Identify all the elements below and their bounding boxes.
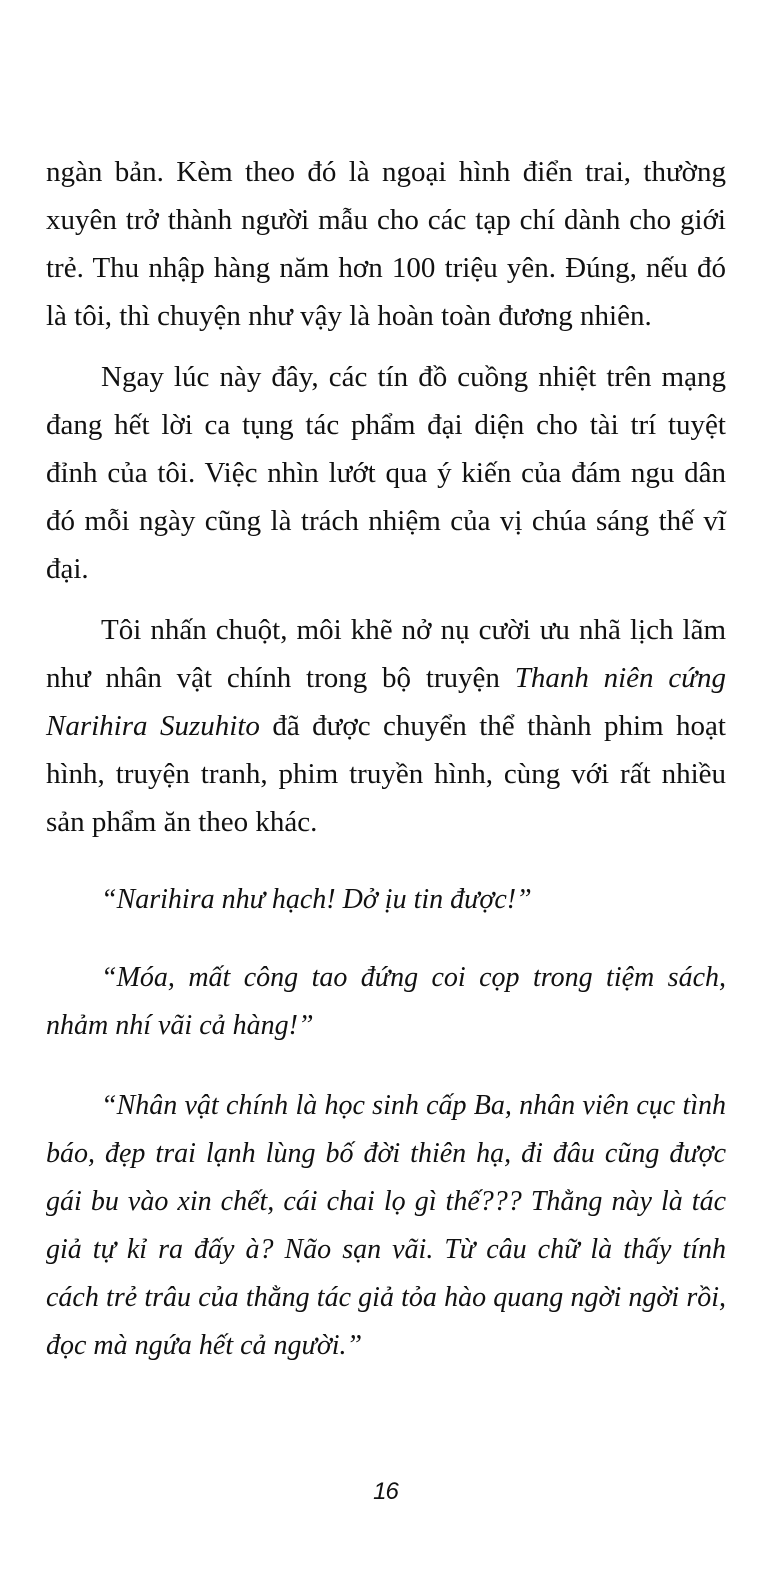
quote-1: “Narihira như hạch! Dở ịu tin được!” (101, 884, 532, 915)
paragraph-2: Ngay lúc này đây, các tín đồ cuồng nhiệt trên mạng đang hết lời ca tụng tác phẩm đại diện cho tài trí tuyệt đỉnh của tôi. Việc nhìn lướt qua ý kiến của đám ngu dân đó mỗi ngày cũng là trách nhiệm của vị chúa sáng thế vĩ đại. (46, 361, 726, 585)
paragraph-3-before: Tôi nhấn chuột, môi khẽ nở nụ cười ưu nhã lịch lãm như nhân vật chính trong bộ truyện (46, 614, 726, 694)
quote-2: “Móa, mất công tao đứng coi cọp trong tiệm sách, nhảm nhí vãi cả hàng!” (46, 962, 726, 1041)
page-number: 16 (373, 1478, 398, 1505)
quote-3: “Nhân vật chính là học sinh cấp Ba, nhân viên cục tình báo, đẹp trai lạnh lùng bố đời thiên hạ, đi đâu cũng được gái bu vào xin chết, cái chai lọ gì thế??? Thằng này là tác giả tự kỉ ra đấy à? Não sạn vãi. Từ câu chữ là thấy tính cách trẻ trâu của thằng tác giả tỏa hào quang ngời ngời rồi, đọc mà ngứa hết cả người.” (46, 1090, 726, 1361)
paragraph-3 (46, 606, 726, 846)
page-body (46, 148, 726, 1370)
paragraph-3-after: đã được chuyển thể thành phim hoạt hình, truyện tranh, phim truyền hình, cùng với rất nhiều sản phẩm ăn theo khác. (46, 710, 726, 838)
book-title: Thanh niên cứng Narihira Suzuhito (46, 662, 727, 742)
paragraph-1: ngàn bản. Kèm theo đó là ngoại hình điển trai, thường xuyên trở thành người mẫu cho các tạp chí dành cho giới trẻ. Thu nhập hàng năm hơn 100 triệu yên. Đúng, nếu đó là tôi, thì chuyện như vậy là hoàn toàn đương nhiên. (46, 156, 726, 332)
